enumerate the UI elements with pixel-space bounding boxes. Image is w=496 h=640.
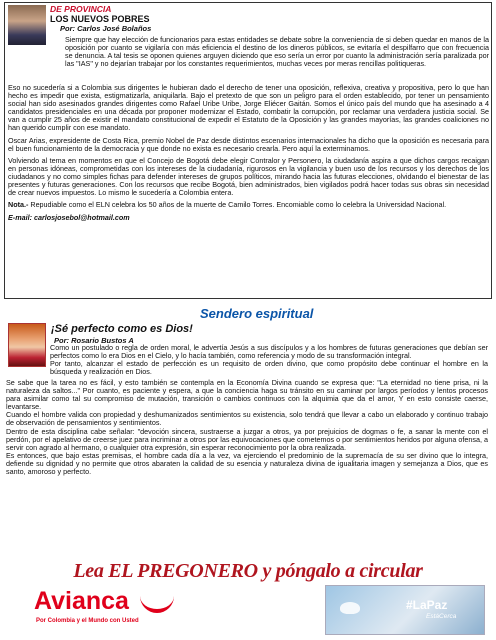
paragraph: Es entonces, que bajo estas premisas, el hombre cada día a la vez, va ejerciendo el predominio de la supremacía de su ser divino que lo integra, defiende su dignidad y no permite que otros abaraten la calidad de su esencia y naturaleza divina de igualitaria imagen y semejanza a Dios, que es santo, amoroso y perfecto. bbox=[6, 450, 488, 477]
pregonero-banner: Lea EL PREGONERO y póngalo a circular bbox=[73, 560, 423, 582]
article-sendero-espiritual bbox=[4, 306, 492, 561]
nota-text: Repudiable como el ELN celebra los 50 años de la muerte de Camilo Torres. Encomiable como lo celebra la Universidad Nacional. bbox=[28, 200, 447, 210]
paragraph: Por tanto, alcanzar el estado de perfección es un requisito de orden divino, que como propósito debe continuar el hombre en la búsqueda y realización en Dios. bbox=[50, 359, 488, 377]
paragraph: Dentro de esta disciplina cabe señalar: "devoción sincera, sustraerse a juzgar a otros, ya por prejuicios de dogmas o fe, a sanar la mente con el perdón, por el apelativo de creerse juez para incriminar a otros por las equivocaciones que cometemos o por sentimientos heridos por alguna ofensa, a servir con agrado al hermano, o cualquier otra expresión, sin esperar reconocimiento por la obra realizada. bbox=[6, 426, 488, 452]
nota-label: Nota.- bbox=[8, 200, 29, 210]
lapaz-brand: #LaPaz bbox=[406, 598, 448, 612]
paragraph: Siempre que hay elección de funcionarios para estas entidades se debate sobre la conveniencia de si deben quedar en manos de la oposición por cuanto se vigilaría con más eficiencia el destino de los dineros públicos, se evitaría el despilfarro que con frecuencia se denuncia. A tal tesis se oponen quienes arguyen diciendo que eso sería un error por cuanto la administración sería paralizada por las "IAS" y no dejarían trabajar por los constantes requerimientos, muchas veces por meras rencillas politiqueras. bbox=[65, 35, 489, 69]
email[interactable]: E-mail: carlosjosebol@hotmail.com bbox=[8, 213, 130, 223]
paragraph: Como un postulado o regla de orden moral, le advertía Jesús a sus discípulos y a los hombres de futuras generaciones que debían ser perfectos como lo era Dios en el Cielo, y lo hacía también, como referencia y modo de su transformación integral. bbox=[50, 343, 488, 361]
author-photo bbox=[8, 5, 46, 45]
article-title: ¡Sé perfecto como es Dios! bbox=[51, 323, 193, 335]
nota bbox=[8, 201, 489, 209]
author-photo bbox=[8, 323, 46, 367]
article-de-provincia bbox=[4, 2, 492, 299]
avianca-tagline: Por Colombia y el Mundo con Usted bbox=[36, 618, 139, 624]
article-title: LOS NUEVOS POBRES bbox=[50, 14, 150, 24]
lapaz-ad[interactable] bbox=[325, 585, 485, 635]
kicker: DE PROVINCIA bbox=[50, 4, 112, 14]
paragraph: Eso no sucedería si a Colombia sus dirigentes le hubieran dado el derecho de tener una oposición, reflexiva, creativa y propositiva, pero lo que han hecho es impedir que exista, estigmatizarla, aniquilarla. Bajo el pretexto de que son un peligro para el orden establecido, por tener un pensamiento social han sido asesinados grandes dirigentes como Rafael Uribe Uribe, Jorge Eliécer Gaitán. Somos el único país del mundo que ha asesinado a 4 candidatos presidenciales en una década por proponer modernizar el Estado, combatir la corrupción, por reclamar una verdadera justicia social. Se van a cumplir 25 años de existir el mandato constitucional de expedir el Estatuto de la Oposición y las grandes mayorías, las grandes coaliciones no han querido cumplir con ese mandato. bbox=[8, 83, 489, 133]
section-header: Sendero espiritual bbox=[200, 306, 314, 321]
article-author: Por: Rosario Bustos A bbox=[54, 336, 134, 345]
article-author: Por: Carlos José Bolaños bbox=[60, 24, 152, 33]
lapaz-sub: EstáCerca bbox=[426, 613, 457, 620]
avianca-logo: Avianca bbox=[34, 587, 129, 615]
paragraph: Oscar Arias, expresidente de Costa Rica, premio Nobel de Paz desde distintos escenarios internacionales ha dicho que la oposición es necesaria para el buen funcionamiento de la democracia y que donde no exista es necesario crearla. Pero aquí la exterminamos. bbox=[8, 135, 489, 153]
dove-icon bbox=[340, 602, 360, 614]
avianca-swoosh-icon bbox=[140, 595, 174, 613]
paragraph: Cuando el hombre valida con propiedad y deshumanizados sentimientos su existencia, solo tendrá que llevar a cabo un elaborado y continuo trabajo de observación de pensamientos y sentimientos. bbox=[6, 410, 488, 428]
paragraph: Volviendo al tema en momentos en que el Concejo de Bogotá debe elegir Contralor y Personero, la ciudadanía aspira a que dichos cargos recaigan en personas idóneas, comprometidas con los intereses de la ciudadanía, rigurosos en la vigilancia y buen uso de los recursos y los derechos de los ciudadanos y no como simples fichas para defender intereses de grupos políticos, mirando hacia las futuras elecciones, olvidando el bienestar de las presentes y futuras generaciones. Con los recursos que recibe Bogotá, bien administrados, bien vigilados podrá hacer todas sus obras sin necesidad de crear nuevos impuestos. Lo mismo le sucedería a Colombia entera. bbox=[8, 155, 489, 198]
paragraph: Se sabe que la tarea no es fácil, y esto también se contempla en la Economía Divina cuando se expresa que: "La eternidad no tiene prisa, ni la naturaleza da saltos..." Por cuanto, es paciente y espera, a que la conciencia haga su tránsito en su caminar por largos períodos y lentos procesos para asimilar como tal su compromiso de mutación, transición o cambios continuos con la alquimia que da el amor, Y en esto consiste caerse, levantarse. bbox=[6, 378, 488, 412]
avianca-ad[interactable] bbox=[30, 585, 180, 637]
